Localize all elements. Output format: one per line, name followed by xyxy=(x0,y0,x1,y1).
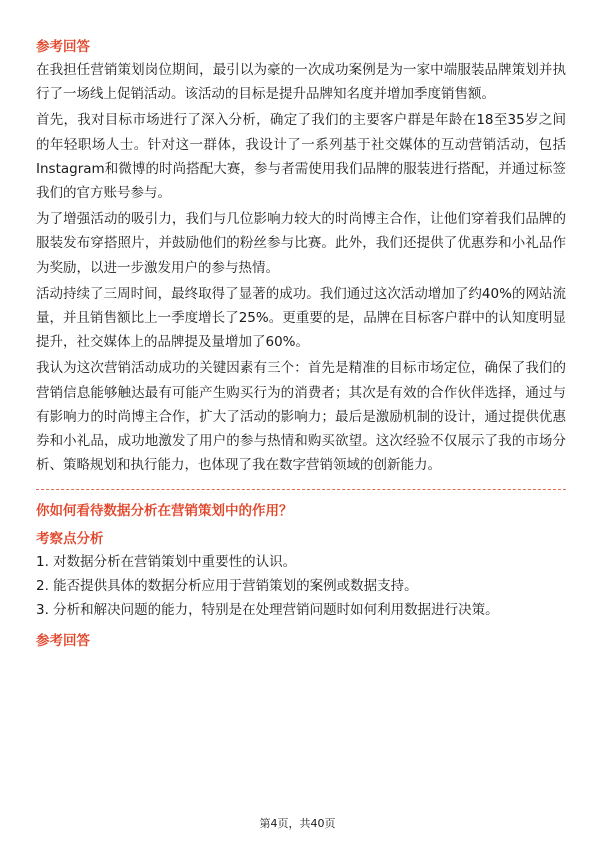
section-divider xyxy=(36,489,566,490)
question-heading: 你如何看待数据分析在营销策划中的作用？ xyxy=(36,503,293,520)
reference-answer-heading: 参考回答 xyxy=(36,39,90,55)
answer-paragraph-5: 我认为这次营销活动成功的关键因素有三个：首先是精准的目标市场定位，确保了我们的营销信息能够触达最有可能产生购买行为的消费者；其次是有效的合作伙伴选择，通过与有影响力的时尚博主合作，扩大了活动的影响力；最后是激励机制的设计，通过提供优惠券和小礼品，成功地激发了用户的参与热情和购买欲望。这次经验不仅展示了我的市场分析、策略规划和执行能力，也体现了我在数字营销领域的创新能力。 xyxy=(36,360,566,474)
analysis-heading: 考察点分析 xyxy=(36,531,104,548)
reference-answer-heading-2: 参考回答 xyxy=(36,633,90,650)
page-number: 第4页，共40页 xyxy=(259,817,336,830)
answer-paragraph-4: 活动持续了三周时间，最终取得了显著的成功。我们通过这次活动增加了约40%的网站流量，并且销售额比上一季度增长了25%。更重要的是，品牌在目标客户群中的认知度明显提升，社交媒体上的品牌提及量增加了60%。 xyxy=(36,285,566,351)
answer-paragraph-3: 为了增强活动的吸引力，我们与几位影响力较大的时尚博主合作，让他们穿着我们品牌的服装发布穿搭照片，并鼓励他们的粉丝参与比赛。此外，我们还提供了优惠券和小礼品作为奖励，以进一步激发用户的参与热情。 xyxy=(36,211,566,276)
analysis-item-3: 3. 分析和解决问题的能力，特别是在处理营销问题时如何利用数据进行决策。 xyxy=(36,602,499,619)
analysis-item-1: 1. 对数据分析在营销策划中重要性的认识。 xyxy=(36,554,297,571)
document-page xyxy=(36,36,566,652)
answer-paragraph-1: 在我担任营销策划岗位期间，最引以为豪的一次成功案例是为一家中端服装品牌策划并执行了一场线上促销活动。该活动的目标是提升品牌知名度并增加季度销售额。 xyxy=(36,62,566,103)
answer-paragraph-2: 首先，我对目标市场进行了深入分析，确定了我们的主要客户群是年龄在18至35岁之间的年轻职场人士。针对这一群体，我设计了一系列基于社交媒体的互动营销活动，包括Instagram和微博的时尚搭配大赛，参与者需使用我们品牌的服装进行搭配，并通过标签我们的官方账号参与。 xyxy=(36,112,566,202)
analysis-item-2: 2. 能否提供具体的数据分析应用于营销策划的案例或数据支持。 xyxy=(36,578,418,595)
